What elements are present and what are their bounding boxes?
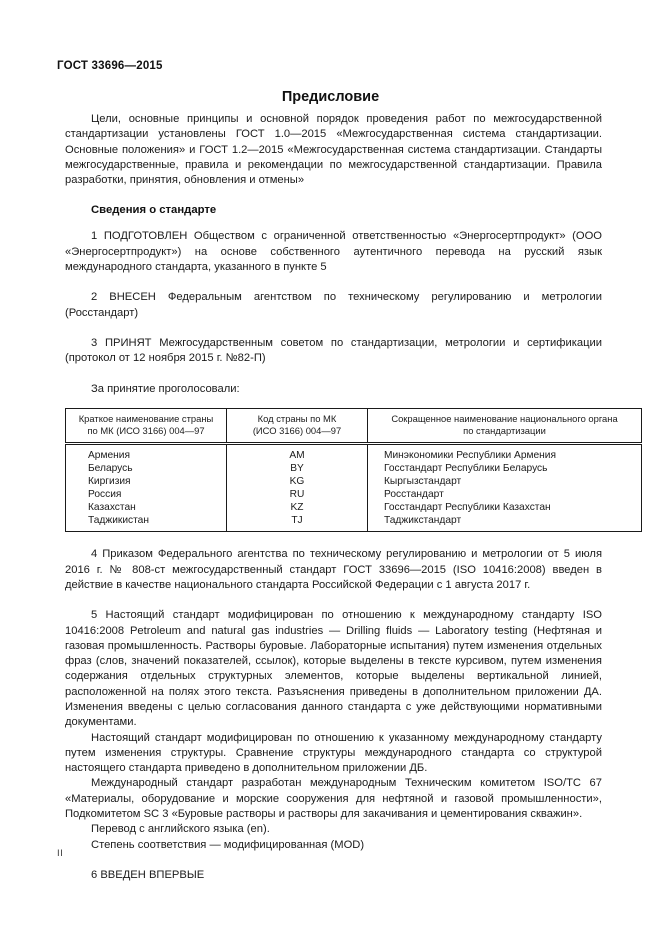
spacer: [65, 593, 602, 608]
code-stack: [227, 445, 367, 532]
spacer: [65, 321, 602, 336]
code-value: KZ: [290, 502, 304, 514]
voted-intro-line: За принятие проголосовали:: [91, 382, 240, 395]
country-stack: [66, 445, 226, 532]
column-header-code-line2: (ИСО 3166) 004—97: [252, 425, 342, 437]
page-number: II: [57, 848, 64, 859]
spacer: [65, 218, 602, 229]
country-value: Армения: [88, 449, 130, 461]
authority-value: Госстандарт Республики Беларусь: [384, 462, 548, 474]
clause-5-structure-note: Настоящий стандарт модифицирован по отношению к указанному международному стандарту путем изменения структуры. Сравнение структуры международного стандарта со структурой настоящего стандарта приведено в дополнительном приложении ДБ.: [65, 731, 602, 775]
cell-code-list: [227, 443, 368, 532]
column-header-country-line2: по МК (ИСО 3166) 004—97: [87, 425, 205, 437]
code-value: RU: [289, 489, 305, 501]
spacer: [65, 275, 602, 290]
column-header-authority-line2: по стандартизации: [463, 425, 546, 437]
cell-authority-list: [368, 443, 642, 532]
clause-3-adopted-by: 3 ПРИНЯТ Межгосударственным советом по стандартизации, метрологии и сертификации (протокол от 12 ноября 2015 г. №82-П): [65, 336, 602, 365]
clause-1-prepared-by: 1 ПОДГОТОВЛЕН Обществом с ограниченной ответственностью «Энергосертпродукт» (ООО «Энергосертпродукт») на основе собственного аутентичного перевода на русский язык международного стандарта, указанного в пункте 5: [65, 230, 602, 274]
clause-5-iso-committee-note: Международный стандарт разработан международным Техническим комитетом ISO/TC 67 «Материалы, оборудование и морские сооружения для нефтяной и газовой промышленности», Подкомитетом SC 3 «Буровые растворы и растворы для закачивания и цементирования скважин».: [65, 777, 602, 821]
code-value: BY: [290, 462, 304, 474]
authority-value: Росстандарт: [384, 489, 444, 501]
standard-reference-header: ГОСТ 33696—2015: [57, 60, 163, 72]
cell-country-list: [66, 443, 227, 532]
code-value: KG: [289, 475, 305, 487]
page-title: Предисловие: [281, 89, 380, 105]
country-value: Беларусь: [88, 462, 133, 474]
spacer: [65, 532, 602, 547]
authority-stack: [368, 445, 641, 532]
column-header-country: [66, 408, 227, 443]
clause-5-translation-note: Перевод с английского языка (en).: [91, 823, 270, 836]
voting-table-wrapper: [65, 408, 618, 533]
clause-2-submitted-by: 2 ВНЕСЕН Федеральным агентством по техническому регулированию и метрологии (Росстандарт): [65, 291, 602, 319]
column-header-code-line1: Код страны по МК: [257, 412, 337, 424]
authority-value: Кыргызстандарт: [384, 475, 462, 487]
table-head: [66, 408, 642, 443]
country-value: Киргизия: [88, 475, 131, 487]
code-value: AM: [289, 449, 305, 461]
voting-countries-table: [65, 408, 642, 533]
authority-value: Минэкономики Республики Армения: [384, 449, 556, 461]
column-header-code: [227, 408, 368, 443]
column-header-country-line1: Краткое наименование страны: [78, 412, 214, 424]
country-value: Россия: [88, 489, 122, 501]
spacer: [65, 397, 602, 408]
section-heading-standard-info: Сведения о стандарте: [91, 204, 217, 217]
spacer: [65, 367, 602, 382]
table-body: [66, 443, 642, 532]
authority-value: Таджикстандарт: [384, 515, 462, 527]
code-value: TJ: [291, 515, 303, 527]
country-value: Казахстан: [88, 502, 136, 514]
country-value: Таджикистан: [88, 515, 149, 527]
spacer: [65, 188, 602, 203]
table-header-row: [66, 408, 642, 443]
document-body: [65, 112, 618, 883]
clause-6-first-introduction: 6 ВВЕДЕН ВПЕРВЫЕ: [91, 868, 205, 881]
spacer: [65, 853, 602, 868]
intro-paragraph: Цели, основные принципы и основной порядок проведения работ по межгосударственной стандартизации установлены ГОСТ 1.0—2015 «Межгосударственная система стандартизации. Основные положения» и ГОСТ 1.2—2015 «Межгосударственная система стандартизации. Стандарты межгосударственные, правила и рекомендации по межгосударственной стандартизации. Правила разработки, принятия, обновления и отмены»: [65, 113, 602, 187]
clause-5-conformity-degree: Степень соответствия — модифицированная (MOD): [91, 838, 365, 851]
clause-5-modification-note: 5 Настоящий стандарт модифицирован по отношению к международному стандарту ISO 10416:2008 Petroleum and natural gas industries — Drilling fluids — Laboratory testing (Нефтяная и газовая промышленность. Растворы буровые. Лабораторные испытания) путем изменения отдельных фраз (слов, значений показателей, ссылок), которые выделены в тексте курсивом, путем изменения содержания отдельных структурных элементов, которые выделены вертикальной линией, расположенной на полях этого текста. Разъяснения приведены в дополнительном приложении ДА. Изменения введены с целью согласования данного стандарта с уже действующими нормативными документами.: [65, 609, 602, 729]
column-header-authority: [368, 408, 642, 443]
column-header-authority-line1: Сокращенное наименование национального органа: [391, 412, 618, 424]
authority-value: Госстандарт Республики Казахстан: [384, 502, 551, 514]
table-row: [66, 443, 642, 532]
clause-4-order-of-enactment: 4 Приказом Федерального агентства по техническому регулированию и метрологии от 5 июля 2016 г. № 808-ст межгосударственный стандарт ГОСТ 33696—2015 (ISO 10416:2008) введен в действие в качестве национального стандарта Российской Федерации с 1 августа 2017 г.: [65, 548, 602, 591]
